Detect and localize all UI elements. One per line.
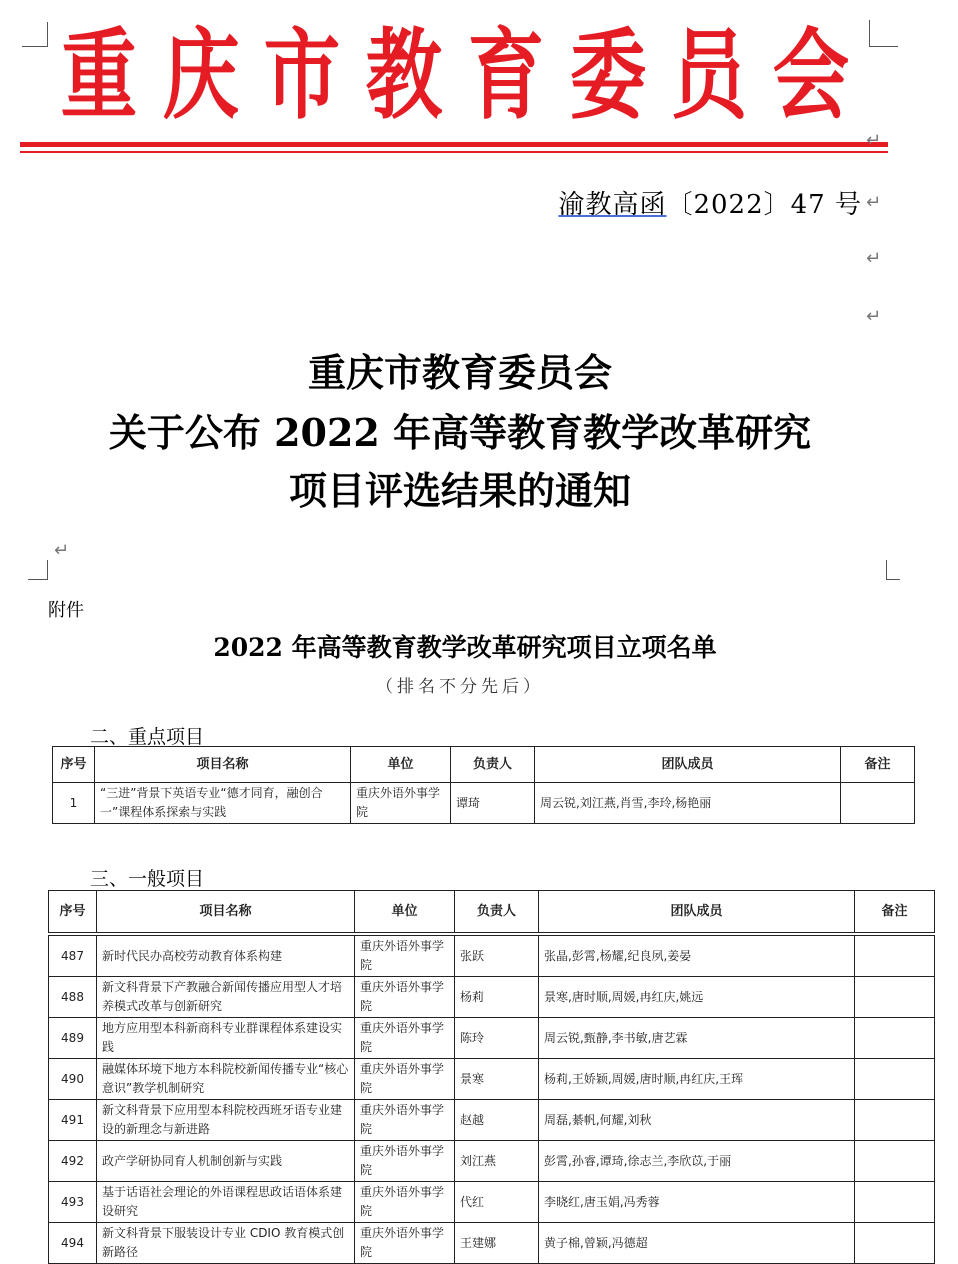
- cell-leader-text: 景寒: [460, 1071, 485, 1086]
- cell-unit: [355, 977, 455, 1018]
- cell-unit-text: 重庆外语外事学院: [360, 1021, 445, 1054]
- crop-mark-top-right: [869, 20, 870, 47]
- cell-leader-text: 刘江燕: [460, 1153, 497, 1168]
- letterhead-char: 委: [569, 17, 646, 133]
- cell-no: 1: [53, 783, 95, 824]
- cell-leader-text: 代红: [460, 1194, 485, 1209]
- table-row: [49, 1182, 935, 1223]
- paragraph-mark: ↵: [866, 248, 882, 269]
- cell-members: [539, 1018, 855, 1059]
- cell-members-text: 周磊,綦帆,何耀,刘秋: [544, 1112, 652, 1127]
- list-title: 2022 年高等教育教学改革研究项目立项名单: [213, 633, 717, 662]
- letterhead-char: 员: [671, 17, 748, 133]
- list-note: （排名不分先后）: [376, 677, 544, 697]
- cell-members-text: 彭霄,孙睿,谭琦,徐志兰,李欣苡,于丽: [544, 1153, 732, 1168]
- cell-unit-text: 重庆外语外事学院: [360, 1062, 445, 1095]
- cell-name: [97, 1100, 355, 1141]
- cell-name-text: 政产学研协同育人机制创新与实践: [102, 1153, 283, 1168]
- cell-name-text: 融媒体环境下地方本科院校新闻传播专业“核心意识”教学机制研究: [102, 1062, 349, 1095]
- cell-note: [841, 783, 915, 824]
- crop-mark-top-left: [22, 46, 48, 47]
- cell-name: [97, 936, 355, 977]
- cell-leader-text: 杨莉: [460, 989, 485, 1004]
- crop-mark-bottom-left: [28, 579, 48, 580]
- table-row: [49, 936, 935, 977]
- col-header-members: 团队成员: [539, 891, 855, 933]
- cell-note: [855, 1018, 935, 1059]
- cell-no: [49, 1059, 97, 1100]
- cell-leader-text: 陈玲: [460, 1030, 485, 1045]
- cell-unit: [351, 783, 451, 824]
- red-rule-thick: [20, 142, 888, 147]
- cell-members-text: 周云锐,甄静,李书敏,唐艺霖: [544, 1030, 688, 1045]
- cell-name-text: 新文科背景下服装设计专业 CDIO 教育模式创新路径: [102, 1226, 345, 1259]
- cell-leader: [455, 1141, 539, 1182]
- letterhead-char: 会: [772, 17, 850, 133]
- table-header-row: [53, 747, 915, 783]
- cell-no: [49, 1223, 97, 1264]
- crop-mark-bottom-right: [886, 560, 887, 580]
- cell-no-text: 493: [61, 1194, 84, 1209]
- doc-number-prefix: 渝教高函: [558, 190, 667, 220]
- cell-name: [97, 977, 355, 1018]
- cell-name-text: 新文科背景下应用型本科院校西班牙语专业建设的新理念与新进路: [102, 1103, 343, 1136]
- red-rule-thin: [20, 151, 888, 153]
- cell-unit: [355, 1182, 455, 1223]
- cell-members: [539, 936, 855, 977]
- table-row: [49, 1100, 935, 1141]
- notice-title-line-1: 重庆市教育委员会: [307, 350, 612, 395]
- cell-no: [49, 977, 97, 1018]
- cell-name-text: 新时代民办高校劳动教育体系构建: [102, 948, 283, 963]
- col-header-no: 序号: [49, 891, 97, 933]
- cell-members-text: 张晶,彭霄,杨耀,纪良夙,姜晏: [544, 948, 692, 963]
- cell-leader-text: 赵越: [460, 1112, 485, 1127]
- cell-note: [855, 936, 935, 977]
- cell-leader: [455, 1018, 539, 1059]
- letterhead-char: 育: [467, 17, 545, 133]
- cell-unit: [355, 936, 455, 977]
- cell-leader: [455, 977, 539, 1018]
- paragraph-mark: ↵: [866, 306, 882, 327]
- col-header-name: 项目名称: [95, 747, 351, 783]
- cell-members: [539, 1141, 855, 1182]
- cell-members: [539, 1182, 855, 1223]
- cell-no-text: 492: [61, 1153, 84, 1168]
- paragraph-mark: ↵: [54, 540, 70, 561]
- table-row: [49, 1141, 935, 1182]
- cell-name: [97, 1141, 355, 1182]
- cell-members: 周云锐,刘江燕,肖雪,李玲,杨艳丽: [535, 783, 841, 824]
- cell-note: [855, 977, 935, 1018]
- doc-number-rest: 〔2022〕47 号: [666, 190, 862, 220]
- cell-members-text: 杨莉,王娇颖,周媛,唐时顺,冉红庆,王珲: [544, 1071, 744, 1086]
- col-header-name: 项目名称: [97, 891, 355, 933]
- section-title-general: 三、一般项目: [90, 868, 205, 890]
- paragraph-mark: ↵: [866, 192, 882, 213]
- table-row: [49, 1223, 935, 1264]
- cell-leader: [455, 1223, 539, 1264]
- col-header-no: 序号: [53, 747, 95, 783]
- cell-leader: [455, 1059, 539, 1100]
- letterhead-char: 庆: [162, 17, 239, 133]
- notice-title-line-3: 项目评选结果的通知: [288, 468, 631, 513]
- cell-unit-text: 重庆外语外事学院: [360, 980, 445, 1013]
- crop-mark-bottom-left: [47, 560, 48, 580]
- cell-note: [855, 1182, 935, 1223]
- cell-note: [855, 1100, 935, 1141]
- crop-mark-top-right: [870, 46, 898, 47]
- cell-leader: [455, 1182, 539, 1223]
- document-number: [558, 184, 862, 221]
- cell-unit-text: 重庆外语外事学院: [360, 1185, 445, 1218]
- cell-leader: [455, 936, 539, 977]
- letterhead: [50, 18, 860, 133]
- cell-name: [95, 783, 351, 824]
- table-row: [49, 1059, 935, 1100]
- cell-name: [97, 1182, 355, 1223]
- col-header-members: 团队成员: [535, 747, 841, 783]
- cell-unit-text: 重庆外语外事学院: [356, 786, 441, 819]
- cell-no-text: 494: [61, 1235, 84, 1250]
- crop-mark-top-left: [47, 22, 48, 47]
- col-header-unit: 单位: [355, 891, 455, 933]
- cell-note: [855, 1141, 935, 1182]
- letterhead-char: 重: [60, 17, 138, 133]
- table-row: [49, 977, 935, 1018]
- cell-no-text: 491: [61, 1112, 84, 1127]
- cell-leader: 谭琦: [451, 783, 535, 824]
- cell-members: [539, 1100, 855, 1141]
- cell-name-text: 地方应用型本科新商科专业群课程体系建设实践: [102, 1021, 343, 1054]
- table-header-row: [49, 891, 935, 933]
- cell-unit: [355, 1018, 455, 1059]
- cell-unit: [355, 1223, 455, 1264]
- cell-members: [539, 1059, 855, 1100]
- cell-unit-text: 重庆外语外事学院: [360, 1103, 445, 1136]
- col-header-leader: 负责人: [455, 891, 539, 933]
- cell-no-text: 490: [61, 1071, 84, 1086]
- cell-no-text: 488: [61, 989, 84, 1004]
- section-title-key: 二、重点项目: [90, 726, 205, 748]
- cell-unit: [355, 1059, 455, 1100]
- annex-label: 附件: [48, 600, 84, 621]
- cell-members-text: 李晓红,唐玉娟,冯秀蓉: [544, 1194, 660, 1209]
- table-row: [53, 783, 915, 824]
- cell-members: [539, 1223, 855, 1264]
- cell-name: [97, 1018, 355, 1059]
- col-header-note: 备注: [841, 747, 915, 783]
- cell-members-text: 黄子棉,曾颖,冯德超: [544, 1235, 648, 1250]
- cell-note: [855, 1223, 935, 1264]
- table-row: [49, 1018, 935, 1059]
- crop-mark-bottom-right: [886, 579, 900, 580]
- cell-name-text: 新文科背景下产教融合新闻传播应用型人才培养模式改革与创新研究: [102, 980, 343, 1013]
- cell-leader: [455, 1100, 539, 1141]
- cell-no: [49, 1182, 97, 1223]
- cell-no-text: 489: [61, 1030, 84, 1045]
- col-header-unit: 单位: [351, 747, 451, 783]
- cell-leader-text: 王建娜: [460, 1235, 497, 1250]
- general-projects-header-table: [48, 890, 935, 933]
- cell-name: [97, 1059, 355, 1100]
- cell-name-text: “三进”背景下英语专业“德才同育，融创合一”课程体系探索与实践: [100, 786, 323, 819]
- letterhead-char: 市: [264, 17, 341, 133]
- key-projects-table: [52, 746, 915, 824]
- col-header-leader: 负责人: [451, 747, 535, 783]
- cell-members: [539, 977, 855, 1018]
- paragraph-mark: ↵: [866, 130, 882, 151]
- cell-leader-text: 张跃: [460, 948, 485, 963]
- cell-unit-text: 重庆外语外事学院: [360, 939, 445, 972]
- cell-name-text: 基于话语社会理论的外语课程思政话语体系建设研究: [102, 1185, 343, 1218]
- cell-no: [49, 1141, 97, 1182]
- cell-name: [97, 1223, 355, 1264]
- notice-title-line-2: 关于公布 2022 年高等教育教学改革研究: [108, 410, 812, 455]
- letterhead-char: 教: [365, 17, 443, 133]
- cell-no: [49, 936, 97, 977]
- general-projects-table: [48, 935, 935, 1264]
- cell-unit-text: 重庆外语外事学院: [360, 1144, 445, 1177]
- cell-unit: [355, 1141, 455, 1182]
- col-header-note: 备注: [855, 891, 935, 933]
- cell-unit: [355, 1100, 455, 1141]
- cell-note: [855, 1059, 935, 1100]
- cell-no: [49, 1100, 97, 1141]
- cell-no: [49, 1018, 97, 1059]
- cell-unit-text: 重庆外语外事学院: [360, 1226, 445, 1259]
- cell-members-text: 景寒,唐时顺,周媛,冉红庆,姚远: [544, 989, 704, 1004]
- cell-no-text: 487: [61, 948, 84, 963]
